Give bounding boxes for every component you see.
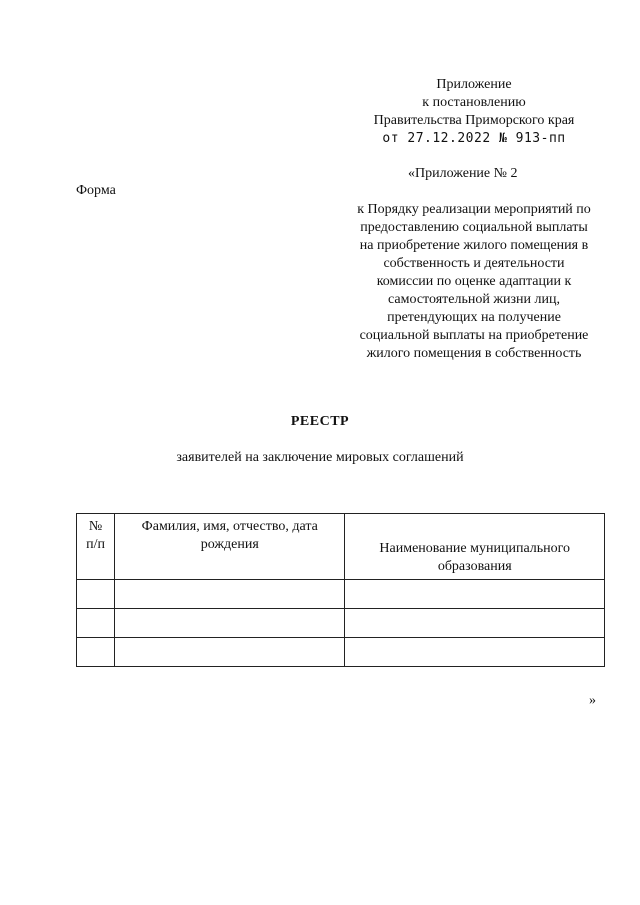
- decree-number-sign: №: [498, 131, 508, 146]
- decree-prefix: от: [382, 131, 400, 146]
- table-cell: [345, 580, 605, 609]
- table-cell: [115, 580, 345, 609]
- order-line: на приобретение жилого помещения в: [359, 238, 589, 253]
- header-number-sign: №: [88, 519, 103, 534]
- order-line: предоставлению социальной выплаты: [360, 220, 588, 235]
- table-cell: [77, 580, 115, 609]
- table-row: [77, 638, 605, 667]
- header-number-cell: [77, 514, 115, 580]
- order-line: к Порядку реализации мероприятий по: [357, 202, 591, 217]
- order-line: собственность и деятельности: [383, 256, 565, 271]
- order-line: претендующих на получение: [387, 310, 561, 325]
- header-number-abbrev: п/п: [86, 537, 105, 552]
- annex-label: «Приложение № 2: [408, 166, 518, 181]
- decree-number: 913-пп: [515, 131, 566, 146]
- order-line: комиссии по оценке адаптации к: [376, 274, 572, 289]
- header-municipality: Наименование муниципального образования: [345, 514, 605, 580]
- closing-quote: »: [589, 693, 596, 708]
- table-cell: [345, 609, 605, 638]
- decree-date: 27.12.2022: [407, 131, 491, 146]
- order-line: социальной выплаты на приобретение: [359, 328, 589, 343]
- table-cell: [77, 638, 115, 667]
- table-header-row: [77, 514, 605, 580]
- appendix-header-line-3: Правительства Приморского края: [373, 113, 575, 128]
- table-cell: [345, 638, 605, 667]
- order-line: самостоятельной жизни лиц,: [388, 292, 560, 307]
- appendix-header-line-2: к постановлению: [422, 95, 526, 110]
- table-row: [77, 609, 605, 638]
- table-cell: [115, 609, 345, 638]
- appendix-header: [340, 76, 608, 148]
- appendix-header-line-1: Приложение: [436, 77, 512, 92]
- table-cell: [115, 638, 345, 667]
- table-row: [77, 580, 605, 609]
- table-cell: [77, 609, 115, 638]
- decree-reference: [340, 130, 608, 148]
- registry-table: [76, 513, 605, 667]
- order-line: жилого помещения в собственность: [366, 346, 582, 361]
- document-subtitle: заявителей на заключение мировых соглашений: [176, 450, 464, 465]
- document-title: РЕЕСТР: [290, 414, 350, 429]
- form-label: Форма: [76, 183, 116, 198]
- order-reference: [336, 201, 612, 363]
- header-full-name: Фамилия, имя, отчество, дата рождения: [115, 514, 345, 580]
